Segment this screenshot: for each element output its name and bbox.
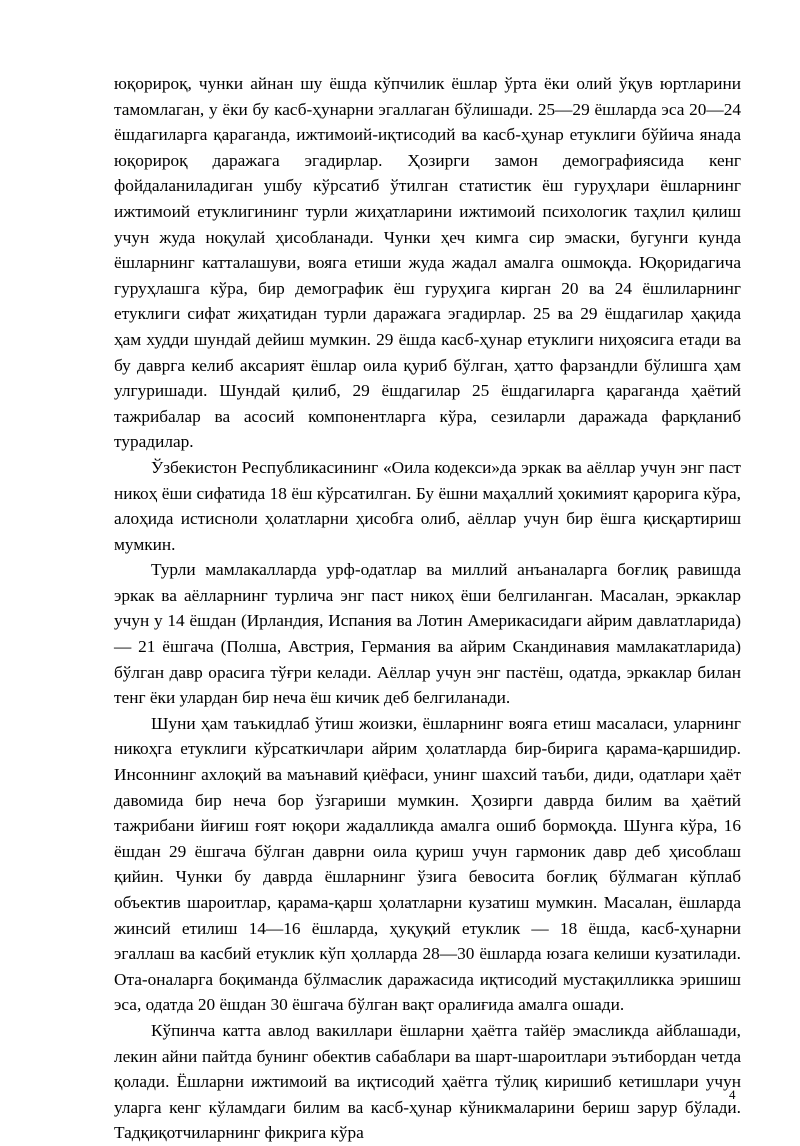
paragraph-3: Турли мамлакалларда урф-одатлар ва миллий анъаналарга боғлиқ равишда эркак ва аёлларнинг турлича энг паст никоҳ ёши белгиланган. Масалан, эркаклар учун у 14 ёшдан (Ирландия, Испания ва Лотин Америкасидаги айрим давлатларида) — 21 ёшгача (Полша, Австрия, Германия ва айрим Скандинавия мамлакатларида) бўлган давр орасига тўғри келади. Аёллар учун энг пастёш, одатда, эркаклар билан тенг ёки улардан бир неча ёш кичик деб белгиланади. bbox=[114, 560, 741, 708]
paragraph-5: Кўпинча катта авлод вакиллари ёшларни ҳаётга тайёр эмасликда айблашади, лекин айни пайтда бунинг обектив сабаблари ва шарт-шароитлари эътибордан четда қолади. Ёшларни ижтимоий ва иқтисодий ҳаётга тўлиқ киришиб кетишлари учун уларга кенг кўламдаги билим ва касб-ҳунар кўникмаларини бериш зарур бўлади. Тадқиқотчиларнинг фикрига кўра bbox=[114, 1020, 741, 1143]
paragraph-2: Ўзбекистон Республикасининг «Оила кодекси»да эркак ва аёллар учун энг паст никоҳ ёши сифатида 18 ёш кўрсатилган. Бу ёшни маҳаллий ҳокимият қарорига кўра, алоҳида истисноли ҳолатларни ҳисобга олиб, аёллар учун бир ёшга қисқартириш мумкин. bbox=[114, 457, 741, 554]
document-page bbox=[114, 71, 741, 1146]
paragraph-4: Шуни ҳам таъкидлаб ўтиш жоизки, ёшларнинг вояга етиш масаласи, уларнинг никоҳга етуклиги кўрсаткичлари айрим ҳолатларда бир-бирига қарама-қаршидир. Инсоннинг ахлоқий ва маънавий қиёфаси, унинг шахсий таъби, диди, одатлари ҳаёт давомида бир неча бор ўзгариши мумкин. Ҳозирги даврда билим ва ҳаётий тажрибани йиғиш ғоят юқори жадалликда амалга ошиб бормоқда. Шунга кўра, 16 ёшдан 29 ёшгача бўлган даврни оила қуриш учун гармоник давр деб ҳисоблаш қийин. Чунки бу даврда ёшларнинг ўзига бевосита боғлиқ бўлмаган кўплаб объектив шароитлар, қарама-қарш ҳолатларни кузатиш мумкин. Масалан, ёшларда жинсий етилиш 14—16 ёшларда, ҳуқуқий етуклик — 18 ёшда, касб-ҳунарни эгаллаш ва касбий етуклик кўп ҳолларда 28—30 ёшларда юзага келиши кузатилади. Ота-оналарга боқиманда бўлмаслик даражасида иқтисодий мустақилликка эришиш эса, одатда 20 ёшдан 30 ёшгача бўлган вақт оралиғида амалга ошади. bbox=[114, 713, 741, 1015]
page-number: 4 bbox=[729, 1087, 736, 1102]
paragraph-1: юқорироқ, чунки айнан шу ёшда кўпчилик ёшлар ўрта ёки олий ўқув юртларини тамомлаган, у ёки бу касб-ҳунарни эгаллаган бўлишади. 25—29 ёшларда эса 20—24 ёшдагиларга қараганда, ижтимоий-иқтисодий ва касб-ҳунар етуклиги бўйича янада юқорироқ даражага эгадирлар. Ҳозирги замон демографиясида кенг фойдаланиладиган ушбу кўрсатиб ўтилган статистик ёш гуруҳлари ёшларнинг ижтимоий етуклигининг турли жиҳатларини ижтимоий психологик таҳлил қилиш учун жуда ноқулай ҳисобланади. Чунки ҳеч кимга сир эмаски, бугунги кунда ёшларнинг катталашуви, вояга етиши жуда жадал амалга ошмоқда. Юқоридагича гуруҳлашга кўра, бир демографик ёш гуруҳига кирган 20 ва 24 ёшлиларнинг етуклиги сифат жиҳатидан турли даражага эгадирлар. 25 ва 29 ёшдагилар ҳақида ҳам худди шундай дейиш мумкин. 29 ёшда касб-ҳунар етуклиги ниҳоясига етади ва бу даврга келиб аксарият ёшлар оила қуриб бўлган, ҳатто фарзандли бўлишга ҳам улгуришади. Шундай қилиб, 29 ёшдагилар 25 ёшдагиларга қараганда ҳаётий тажрибалар ва асосий компонентларга кўра, сезиларли даражада фарқланиб турадилар. bbox=[114, 74, 741, 452]
